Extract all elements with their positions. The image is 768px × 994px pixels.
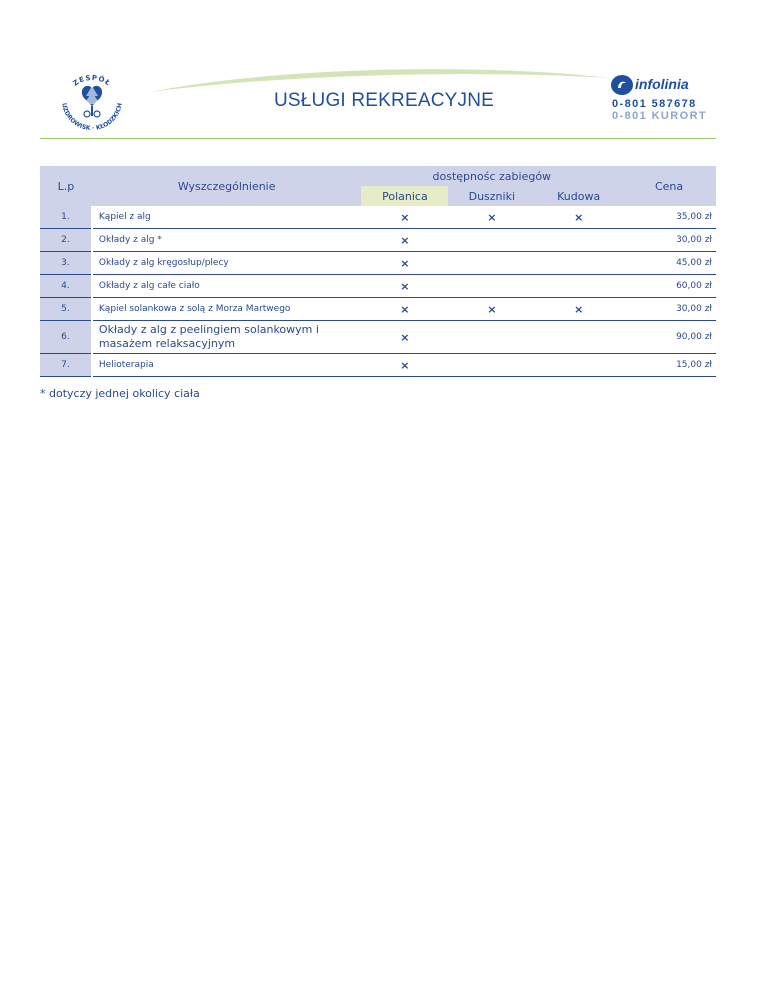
table-row [40,252,716,275]
row-price: 30,00 zł [622,229,716,252]
table-row [40,229,716,252]
mark-polanica: × [361,275,448,298]
page-title: USŁUGI REKREACYJNE [273,90,495,111]
row-lp: 5. [40,298,92,321]
header-name: Wyszczególnienie [92,166,362,206]
row-name: Okłady z alg całe ciało [92,275,362,298]
row-lp: 3. [40,252,92,275]
infolinia-label: infolinia [635,76,689,92]
row-lp: 2. [40,229,92,252]
header-duszniki: Duszniki [448,186,535,206]
mark-duszniki [448,321,535,354]
mark-kudowa [535,321,622,354]
header-divider [40,138,716,139]
row-name: Okłady z alg kręgosłup/plecy [92,252,362,275]
infolinia-phone-alt: 0-801 KURORT [612,110,708,122]
mark-duszniki [448,229,535,252]
row-name: Kąpiel z alg [92,206,362,229]
header-polanica: Polanica [361,186,448,206]
mark-kudowa: × [535,298,622,321]
mark-duszniki: × [448,206,535,229]
mark-duszniki: × [448,298,535,321]
table-row [40,298,716,321]
table-row [40,321,716,354]
row-lp: 1. [40,206,92,229]
header-availability: dostępnośc zabiegów [361,166,622,186]
mark-kudowa [535,275,622,298]
table-row [40,206,716,229]
row-lp: 4. [40,275,92,298]
header-price: Cena [622,166,716,206]
row-price: 60,00 zł [622,275,716,298]
mark-polanica: × [361,252,448,275]
mark-duszniki [448,252,535,275]
mark-duszniki [448,275,535,298]
infolinia-icon [610,74,634,96]
row-price: 45,00 zł [622,252,716,275]
mark-duszniki [448,354,535,377]
mark-polanica: × [361,321,448,354]
row-price: 30,00 zł [622,298,716,321]
mark-polanica: × [361,206,448,229]
header-lp: L.p [40,166,92,206]
svg-text:ZESPÓŁ [72,74,113,88]
table-row [40,354,716,377]
header-kudowa: Kudowa [535,186,622,206]
row-price: 90,00 zł [622,321,716,354]
mark-kudowa [535,252,622,275]
infolinia-block [608,74,718,124]
services-table [40,166,716,377]
mark-kudowa [535,354,622,377]
infolinia-phone: 0-801 587678 [612,98,697,110]
row-name: Kąpiel solankowa z solą z Morza Martwego [92,298,362,321]
row-lp: 7. [40,354,92,377]
mark-kudowa [535,229,622,252]
mark-polanica: × [361,354,448,377]
row-lp: 6. [40,321,92,354]
logo-text-bottom: UZDROWISK · KŁODZKICH [60,102,124,133]
row-price: 35,00 zł [622,206,716,229]
table-row [40,275,716,298]
mark-polanica: × [361,229,448,252]
row-name: Okłady z alg z peelingiem solankowym i masażem relaksacyjnym [92,321,362,354]
mark-kudowa: × [535,206,622,229]
footnote: * dotyczy jednej okolicy ciała [40,387,200,400]
row-name: Okłady z alg * [92,229,362,252]
row-name: Helioterapia [92,354,362,377]
row-price: 15,00 zł [622,354,716,377]
logo-text-top: ZESPÓŁ [71,73,113,88]
mark-polanica: × [361,298,448,321]
